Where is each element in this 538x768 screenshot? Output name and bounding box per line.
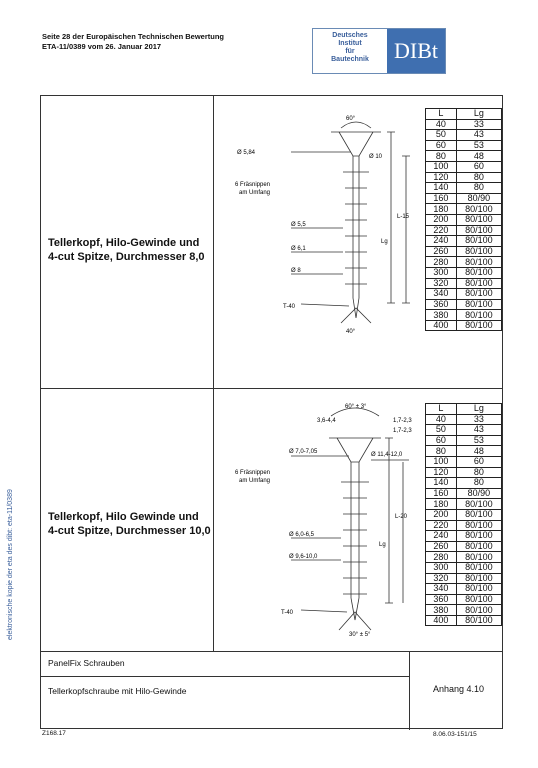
angle-label: 60° [346,116,356,122]
table-row [426,446,502,457]
cell-l: 300 [426,562,457,573]
cell-lg: 60 [456,161,501,172]
table-row [426,414,502,425]
diameter-6-1: Ø 6,1 [291,246,306,252]
cell-l: 100 [426,456,457,467]
table-row [426,615,502,626]
dibt-logo: Deutsches Institut für Bautechnik DIBt [312,28,446,74]
cell-lg: 80/90 [456,488,501,499]
diameter-11-4: Ø 11,4-12,0 [371,452,403,458]
table-row [426,310,502,321]
table-row [426,509,502,520]
eta-reference: ETA-11/0389 vom 26. Januar 2017 [42,42,162,51]
cell-l: 240 [426,236,457,247]
umfang-label: am Umfang [239,190,271,196]
product-description: Tellerkopfschraube mit Hilo-Gewinde [48,686,187,696]
cell-lg: 80/100 [456,509,501,520]
cell-lg: 80/100 [456,214,501,225]
table-row [426,299,502,310]
cell-l: 260 [426,246,457,257]
cell-l: 300 [426,267,457,278]
cell-l: 320 [426,573,457,584]
cell-lg: 80 [456,467,501,478]
table-row [426,289,502,300]
cell-l: 140 [426,183,457,194]
cell-l: 120 [426,467,457,478]
tip-angle: 30° ± 5° [349,632,371,638]
table-row [426,605,502,616]
screw-drawing-10 [231,398,421,638]
section2-title: Tellerkopf, Hilo Gewinde und 4-cut Spitze, Durchmesser 10,0 [48,511,211,537]
cell-lg: 80/100 [456,225,501,236]
table-row [426,425,502,436]
table-row [426,562,502,573]
table-row [426,246,502,257]
cell-l: 200 [426,509,457,520]
torx-label: T-40 [281,610,294,616]
cell-lg: 80/100 [456,267,501,278]
cell-lg: 80/100 [456,246,501,257]
cell-l: 160 [426,193,457,204]
cell-lg: 43 [456,425,501,436]
cell-l: 360 [426,594,457,605]
cell-l: 140 [426,478,457,489]
table-row [426,456,502,467]
cell-l: 380 [426,605,457,616]
cell-lg: 53 [456,140,501,151]
table-row [426,204,502,215]
cell-l: 380 [426,310,457,321]
cell-lg: 60 [456,456,501,467]
cell-lg: 80 [456,478,501,489]
cell-l: 40 [426,414,457,425]
col-header-l: L [426,109,457,120]
cell-lg: 80/100 [456,531,501,542]
column-divider [213,96,214,651]
cell-lg: 80/100 [456,562,501,573]
table-row [426,552,502,563]
cell-lg: 80/100 [456,320,501,331]
cell-l: 400 [426,320,457,331]
page-reference: Seite 28 der Europäischen Technischen Bewertung [42,32,224,41]
umfang-label: am Umfang [239,478,271,484]
col-header-lg: Lg [456,404,501,415]
cell-l: 340 [426,584,457,595]
length-table-8 [425,108,502,331]
cell-l: 260 [426,541,457,552]
angle-label: 60° ± 3° [345,404,367,410]
table-row [426,520,502,531]
cell-lg: 80 [456,172,501,183]
col-header-lg: Lg [456,109,501,120]
dimension-2: 1,7-2,3 [393,428,412,434]
table-row [426,161,502,172]
thread-length: Lg [381,239,388,245]
cell-l: 50 [426,130,457,141]
table-row [426,594,502,605]
cell-l: 180 [426,204,457,215]
cell-l: 220 [426,225,457,236]
cell-l: 220 [426,520,457,531]
cell-lg: 80/100 [456,605,501,616]
screw-drawing-8 [231,108,421,338]
length-label: L-20 [395,514,408,520]
cell-l: 160 [426,488,457,499]
cell-l: 320 [426,278,457,289]
thread-length: Lg [379,542,386,548]
cell-lg: 80/100 [456,310,501,321]
cell-lg: 48 [456,446,501,457]
cell-lg: 80/100 [456,299,501,310]
cell-lg: 33 [456,414,501,425]
annex-divider [409,651,410,730]
torx-label: T-40 [283,304,296,310]
cell-lg: 80/100 [456,573,501,584]
table-row [426,151,502,162]
cell-l: 120 [426,172,457,183]
table-row [426,478,502,489]
table-row [426,499,502,510]
cell-l: 340 [426,289,457,300]
cell-lg: 43 [456,130,501,141]
cell-l: 80 [426,446,457,457]
side-note: elektronische kopie der eta des dibt: eta-11/0389 [7,489,14,640]
col-header-l: L [426,404,457,415]
cell-l: 60 [426,140,457,151]
cell-l: 80 [426,151,457,162]
cell-lg: 80/100 [456,204,501,215]
cell-lg: 80/100 [456,499,501,510]
cell-lg: 53 [456,435,501,446]
diameter-5-84: Ø 5,84 [237,150,256,156]
table-row [426,172,502,183]
table-row [426,541,502,552]
table-row [426,320,502,331]
cell-lg: 80/100 [456,541,501,552]
cell-l: 280 [426,552,457,563]
dibt-mark: DIBt [387,29,445,73]
table-row [426,119,502,130]
cell-l: 50 [426,425,457,436]
cell-lg: 80/100 [456,584,501,595]
cell-lg: 80/90 [456,193,501,204]
cell-lg: 80/100 [456,615,501,626]
dimension-1: 1,7-2,3 [393,418,412,424]
table-row [426,488,502,499]
cell-l: 200 [426,214,457,225]
cell-lg: 48 [456,151,501,162]
tip-angle: 40° [346,329,356,335]
document-header [42,32,224,52]
cell-l: 360 [426,299,457,310]
diameter-5-5: Ø 5,5 [291,222,306,228]
fraesnippen-label: 6 Fräsnippen [235,182,271,188]
cell-lg: 80/100 [456,594,501,605]
cell-l: 40 [426,119,457,130]
section1-title: Tellerkopf, Hilo-Gewinde und 4-cut Spitze, Durchmesser 8,0 [48,237,205,263]
cell-lg: 80/100 [456,289,501,300]
diameter-8: Ø 8 [291,268,301,274]
cell-lg: 80/100 [456,236,501,247]
table-row [426,236,502,247]
table-row [426,278,502,289]
section-divider [41,388,502,389]
cell-lg: 80/100 [456,257,501,268]
table-row [426,435,502,446]
cell-l: 280 [426,257,457,268]
cell-l: 60 [426,435,457,446]
table-row [426,573,502,584]
footer-code-right: 8.06.03-151/15 [433,731,477,738]
table-row [426,130,502,141]
cell-l: 180 [426,499,457,510]
length-label: L-15 [397,214,410,220]
diameter-7: Ø 7,0-7,05 [289,449,318,455]
table-row [426,257,502,268]
table-row [426,531,502,542]
annex-number: Anhang 4.10 [433,684,485,694]
fraesnippen-label: 6 Fräsnippen [235,470,271,476]
diameter-10: Ø 10 [369,154,383,160]
head-dimension: 3,6-4,4 [317,418,336,424]
table-row [426,267,502,278]
table-row [426,467,502,478]
diameter-9-6: Ø 9,6-10,0 [289,554,318,560]
table-row [426,584,502,595]
footer-row-divider [41,676,409,677]
cell-lg: 80/100 [456,520,501,531]
annex-frame [40,95,503,729]
length-table-10 [425,403,502,626]
cell-lg: 80 [456,183,501,194]
cell-lg: 33 [456,119,501,130]
cell-l: 240 [426,531,457,542]
diameter-6-0: Ø 6,0-6,5 [289,532,315,538]
table-row [426,193,502,204]
cell-lg: 80/100 [456,278,501,289]
table-row [426,183,502,194]
cell-l: 400 [426,615,457,626]
table-row [426,140,502,151]
cell-lg: 80/100 [456,552,501,563]
table-row [426,225,502,236]
footer-divider [41,651,502,652]
cell-l: 100 [426,161,457,172]
table-row [426,214,502,225]
product-name: PanelFix Schrauben [48,658,125,668]
footer-code-left: Z168.17 [42,730,66,737]
